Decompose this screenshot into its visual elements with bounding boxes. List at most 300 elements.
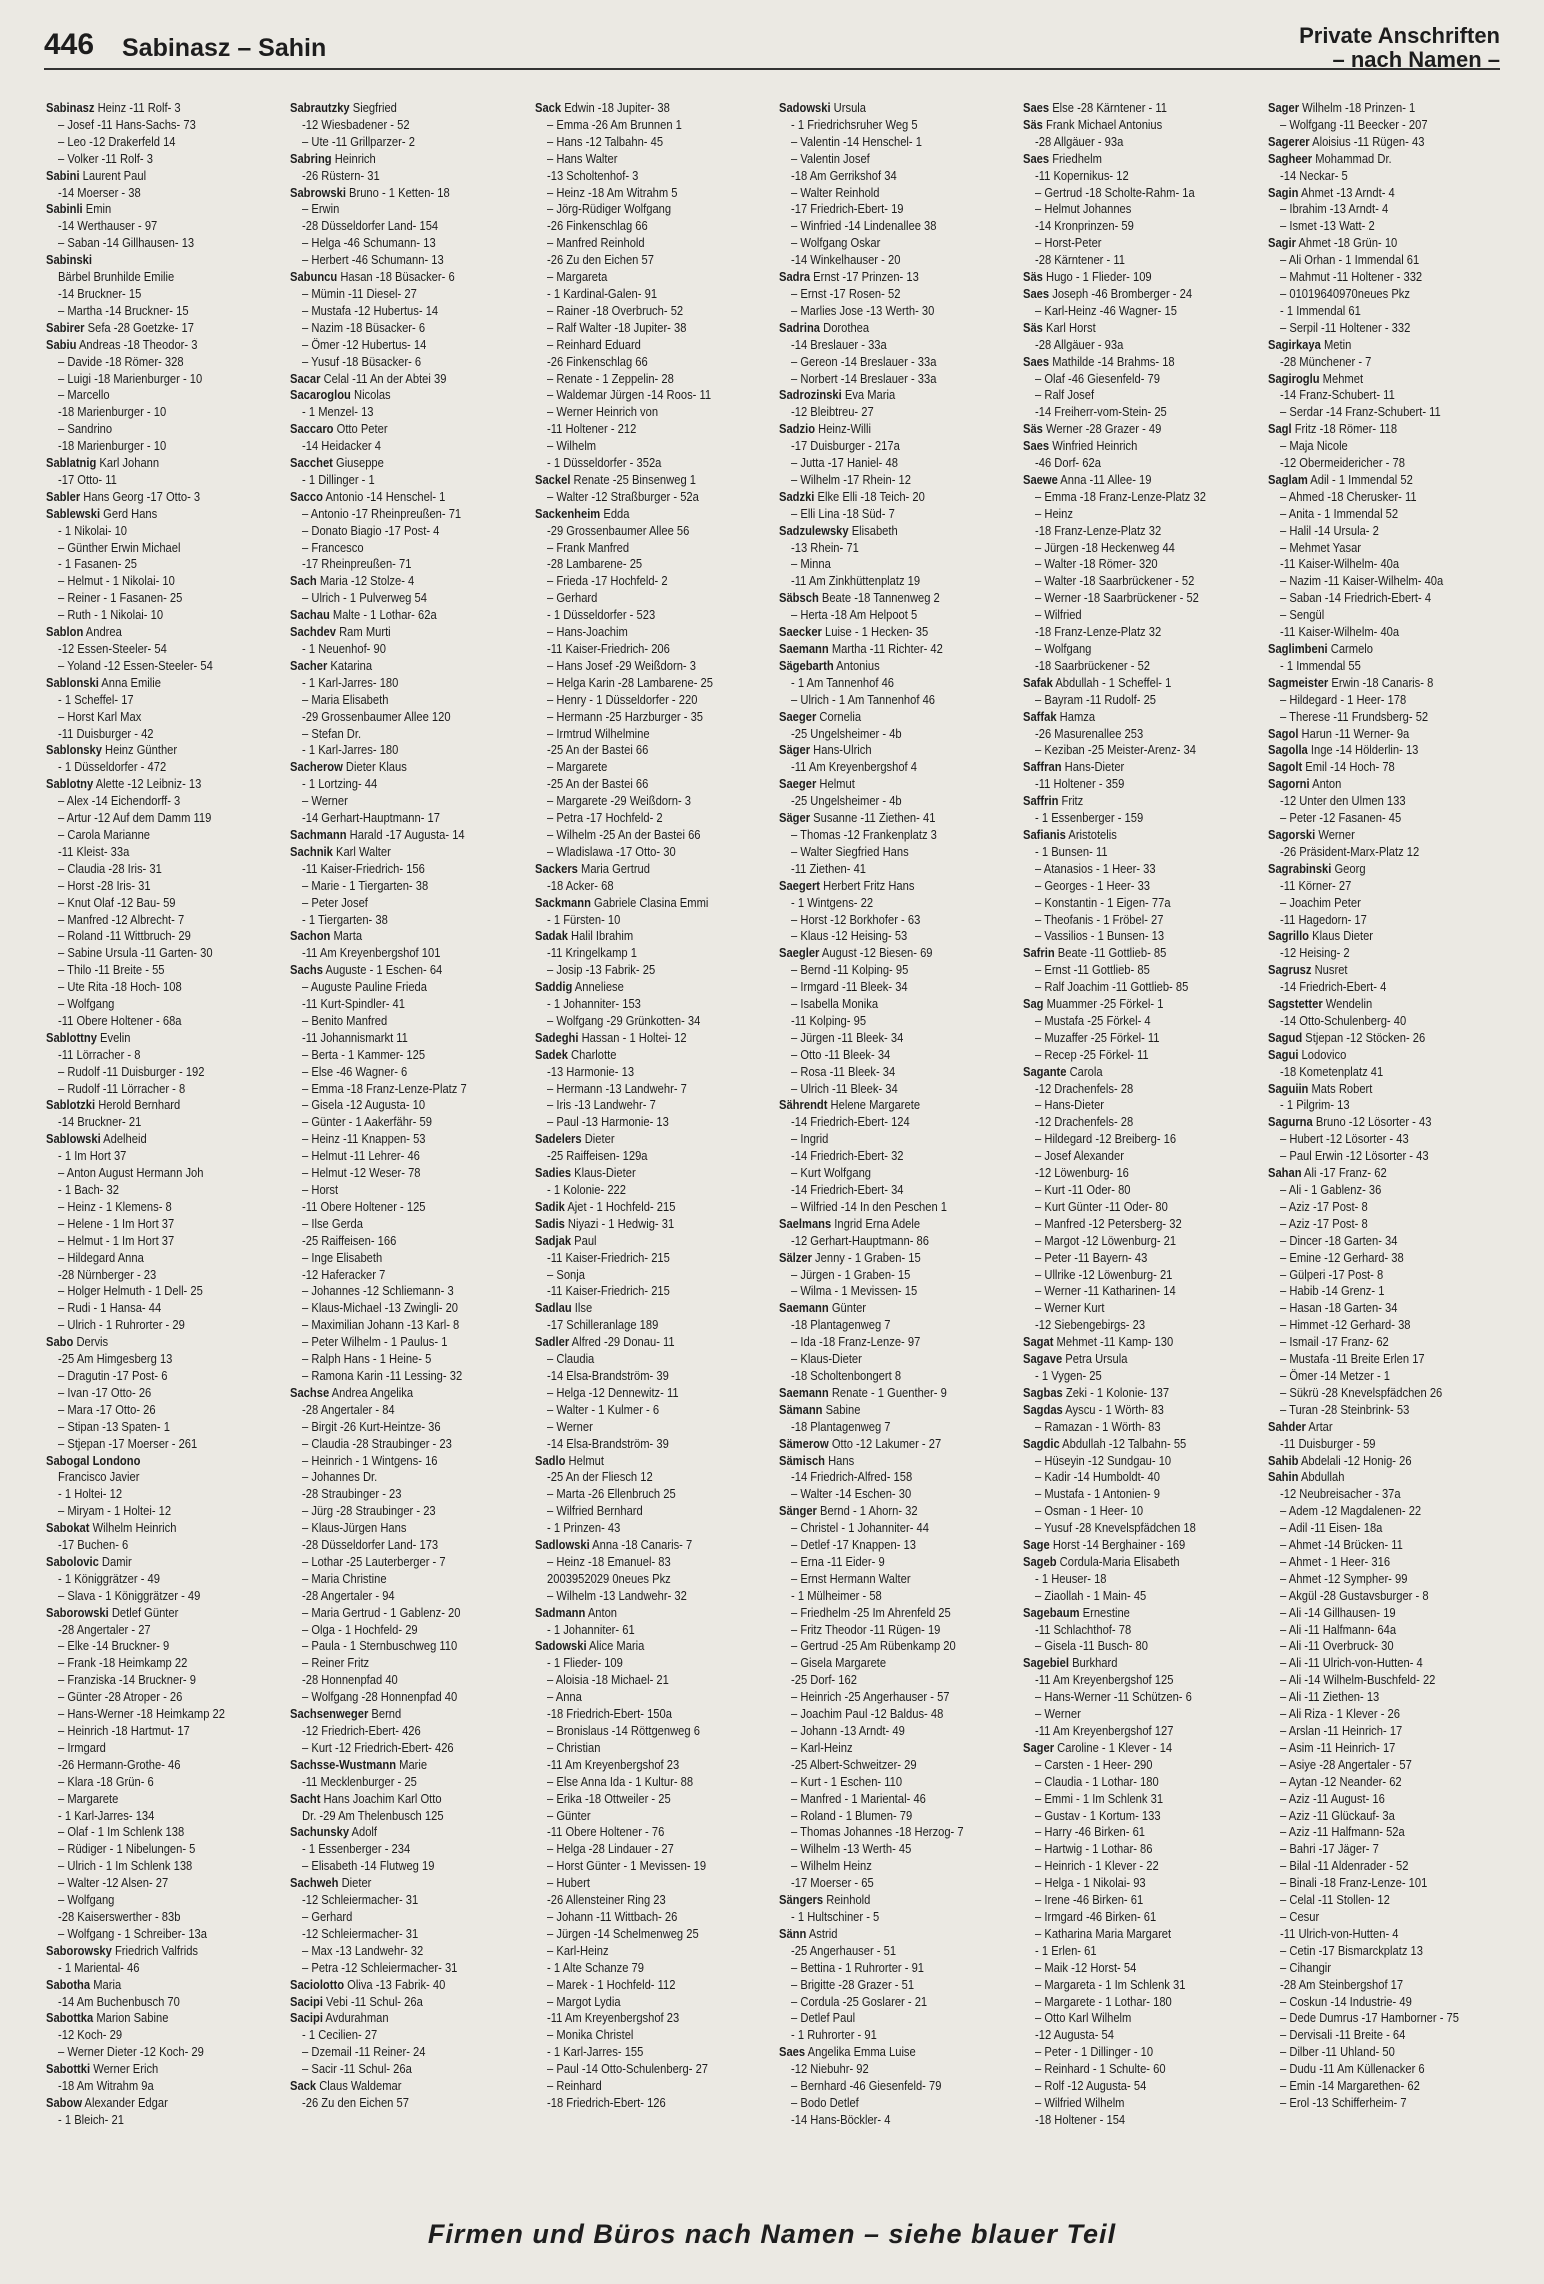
entry-details: – Bronislaus -14 Röttgenweg 6 [546, 1723, 700, 1738]
listing-entry [535, 692, 738, 709]
listing-entry [46, 269, 249, 286]
entry-details: -12 Bleibtreu- 27 [791, 404, 874, 420]
entry-details: – Horst -28 Iris- 31 [58, 877, 151, 893]
listing-entry [46, 1385, 249, 1402]
entry-details: Dieter [338, 1875, 372, 1891]
entry-details: – Iris -13 Landwehr- 7 [546, 1097, 656, 1113]
listing-entry [290, 1013, 493, 1030]
entry-details: – Peter Wilhelm - 1 Paulus- 1 [302, 1334, 448, 1350]
entry-details: – Petra -17 Hochfeld- 2 [546, 810, 663, 826]
listing-entry [779, 1334, 982, 1351]
entry-details: Helmut [816, 776, 855, 792]
entry-details: – Ulrich -11 Bleek- 34 [791, 1080, 898, 1096]
listing-entry [535, 421, 738, 438]
listing-entry [1023, 1385, 1226, 1402]
entry-details: Karl Walter [333, 843, 392, 859]
listing-entry [535, 2061, 738, 2078]
listing-entry [779, 945, 982, 962]
listing-entry [535, 793, 738, 810]
listing-entry [1023, 472, 1226, 489]
listing-entry [290, 742, 493, 759]
entry-details: Susanne -11 Ziethen- 41 [810, 810, 936, 826]
entry-details: – Helmut -12 Weser- 78 [302, 1165, 421, 1181]
entry-details: – Ali Riza - 1 Klever - 26 [1279, 1706, 1400, 1722]
entry-details: – Heinrich - 1 Wintgens- 16 [302, 1452, 438, 1468]
entry-details: – Heinrich -25 Angerhauser - 57 [791, 1689, 950, 1705]
listing-entry [1268, 1757, 1471, 1774]
entry-details: Dieter Klaus [343, 759, 408, 775]
listing-entry [779, 1267, 982, 1284]
listing-entry [535, 235, 738, 252]
entry-details: – Olaf -46 Giesenfeld- 79 [1035, 370, 1161, 386]
entry-details: Otto Peter [333, 421, 388, 437]
entry-details: -14 Werthauser - 97 [58, 218, 158, 234]
entry-details: Wilhelm -18 Prinzen- 1 [1298, 100, 1415, 115]
entry-details: – Paul Erwin -12 Lösorter - 43 [1279, 1148, 1429, 1164]
entry-details: Abdullah [1298, 1469, 1345, 1485]
entry-details: – Dilber -11 Uhland- 50 [1279, 2044, 1395, 2060]
listing-entry [535, 1824, 738, 1841]
listing-entry [779, 472, 982, 489]
listing-entry [1268, 100, 1471, 117]
entry-details: - 1 Fasanen- 25 [58, 556, 137, 572]
listing-entry [290, 286, 493, 303]
listing-entry [535, 827, 738, 844]
entry-details: - 1 Pilgrim- 13 [1279, 1097, 1350, 1113]
entry-details: – Ali - 1 Gablenz- 36 [1279, 1182, 1381, 1197]
listing-entry [1023, 1723, 1226, 1740]
listing-entry [1023, 945, 1226, 962]
listing-entry [779, 185, 982, 202]
surname: Säger [778, 742, 811, 758]
entry-details: – Ralf Josef [1035, 387, 1095, 403]
entry-details: Claus Waldemar [316, 2078, 402, 2094]
listing-entry [290, 793, 493, 810]
listing-entry [290, 675, 493, 692]
listing-entry [290, 1453, 493, 1470]
entry-details: – Mahmut -11 Holtener - 332 [1279, 269, 1422, 285]
entry-details: -18 Plantagenweg 7 [791, 1317, 891, 1333]
entry-details: - 1 Hultschiner - 5 [791, 1908, 880, 1924]
entry-details: Nicolas [351, 387, 391, 403]
listing-entry [1023, 895, 1226, 912]
listing-entry [779, 303, 982, 320]
entry-details: – Katharina Maria Margaret [1035, 1925, 1172, 1941]
entry-details: -11 Kaiser-Wilhelm- 40a [1279, 556, 1399, 572]
listing-entry [1268, 827, 1471, 844]
entry-details: – Otto -11 Bleek- 34 [791, 1046, 891, 1062]
listing-entry [1268, 1283, 1471, 1300]
surname: Sachs [290, 962, 324, 978]
listing-entry [779, 421, 982, 438]
listing-entry [46, 1283, 249, 1300]
listing-entry [779, 759, 982, 776]
surname: Sackenheim [534, 505, 600, 521]
entry-details: – Jutta -17 Haniel- 48 [791, 455, 898, 471]
listing-entry [779, 1520, 982, 1537]
entry-details: – Luigi -18 Marienburger - 10 [58, 370, 203, 386]
listing-entry [535, 1588, 738, 1605]
entry-details: – Stipan -13 Spaten- 1 [58, 1418, 170, 1434]
listing-entry [290, 2078, 493, 2095]
listing-entry [1268, 185, 1471, 202]
entry-details: – Inge Elisabeth [302, 1249, 383, 1265]
surname: Sagdas [1023, 1401, 1064, 1417]
listing-entry [1268, 252, 1471, 269]
listing-entry [1268, 776, 1471, 793]
listing-entry [46, 573, 249, 590]
listing-entry [46, 1182, 249, 1199]
listing-entry [1023, 1824, 1226, 1841]
entry-details: – Ali -14 Wilhelm-Buschfeld- 22 [1279, 1672, 1436, 1688]
listing-entry [46, 1233, 249, 1250]
listing-entry [290, 1351, 493, 1368]
listing-entry [290, 455, 493, 472]
entry-details: – Wolfgang [58, 1892, 115, 1908]
listing-entry [1023, 1638, 1226, 1655]
entry-details: -11 Am Kreyenbergshof 127 [1035, 1723, 1174, 1738]
entry-details: – Kurt -12 Friedrich-Ebert- 426 [302, 1739, 454, 1755]
listing-entry [535, 1774, 738, 1791]
entry-details: Abdullah - 1 Scheffel- 1 [1053, 674, 1172, 690]
entry-details: – Maria Gertrud - 1 Gablenz- 20 [302, 1604, 461, 1620]
listing-entry [290, 1977, 493, 1994]
listing-entry [290, 1638, 493, 1655]
entry-details: - 1 Düsseldorfer - 352a [546, 455, 662, 471]
listing-entry [1268, 692, 1471, 709]
listing-entry [779, 1148, 982, 1165]
entry-details: – Francesco [302, 539, 364, 555]
entry-details: Artar [1305, 1418, 1333, 1434]
entry-details: - 1 Neuenhof- 90 [302, 641, 387, 656]
listing-entry [779, 1368, 982, 1385]
listing-entry [1268, 1165, 1471, 1182]
listing-entry [1268, 1469, 1471, 1486]
listing-entry [46, 1047, 249, 1064]
listing-entry [46, 928, 249, 945]
entry-details: – Kurt -11 Oder- 80 [1035, 1182, 1131, 1197]
entry-details: - 1 Bleich- 21 [58, 2111, 124, 2127]
surname: Säs [1023, 116, 1044, 132]
entry-details: -26 Zu den Eichen 57 [546, 252, 654, 268]
entry-details: -12 Neubreisacher - 37a [1279, 1486, 1401, 1502]
listing-entry [779, 320, 982, 337]
entry-details: – Helga -12 Dennewitz- 11 [546, 1384, 679, 1400]
listing-column-1 [46, 100, 249, 2215]
listing-entry [535, 1097, 738, 1114]
entry-details: Aristotelis [1066, 826, 1118, 842]
listing-entry [290, 235, 493, 252]
listing-entry [290, 1520, 493, 1537]
entry-details: – Sacir -11 Schul- 26a [302, 2061, 413, 2077]
entry-details: – Mustafa - 1 Antonien- 9 [1035, 1486, 1161, 1502]
listing-entry [46, 235, 249, 252]
listing-entry [779, 709, 982, 726]
entry-details: Bernd - 1 Ahorn- 32 [816, 1503, 918, 1519]
listing-entry [46, 1638, 249, 1655]
listing-entry [1268, 1351, 1471, 1368]
listing-entry [290, 421, 493, 438]
listing-entry [1023, 1436, 1226, 1453]
entry-details: - 1 Johanniter- 61 [546, 1621, 635, 1637]
entry-details: – Elli Lina -18 Süd- 7 [791, 505, 895, 521]
surname: Sahder [1267, 1418, 1306, 1434]
entry-details: - 1 Düsseldorfer - 472 [58, 759, 167, 775]
entry-details: – Klaus-Jürgen Hans [302, 1520, 407, 1536]
entry-details: - 1 Vygen- 25 [1035, 1367, 1103, 1383]
entry-details: -14 Freiherr-vom-Stein- 25 [1035, 404, 1168, 420]
listing-entry [46, 962, 249, 979]
entry-details: – Claudia -28 Iris- 31 [58, 860, 162, 876]
listing-entry [46, 709, 249, 726]
entry-details: – Ernst -11 Gottlieb- 85 [1035, 962, 1151, 978]
entry-details: – Ahmet -12 Sympher- 99 [1279, 1570, 1408, 1586]
entry-details: – Serdar -14 Franz-Schubert- 11 [1279, 404, 1441, 420]
listing-entry [46, 1165, 249, 1182]
listing-entry [46, 641, 249, 658]
entry-details: Ram Murti [336, 624, 391, 640]
listing-entry [1268, 1655, 1471, 1672]
listing-entry [779, 151, 982, 168]
entry-details: -28 Honnenpfad 40 [302, 1672, 399, 1688]
surname: Sagolla [1267, 742, 1308, 758]
listing-entry [535, 1994, 738, 2011]
entry-details: – Helmut Johannes [1035, 201, 1132, 217]
listing-entry [779, 2027, 982, 2044]
listing-entry [535, 2095, 738, 2112]
listing-column-4 [779, 100, 982, 2215]
entry-details: Malte - 1 Lothar- 62a [330, 607, 437, 623]
surname: Sagrusz [1267, 962, 1312, 978]
listing-entry [46, 168, 249, 185]
listing-entry [46, 2095, 249, 2112]
entry-details: Laurent Paul [79, 167, 147, 183]
surname: Sablewski [46, 505, 101, 521]
listing-entry [290, 1114, 493, 1131]
listing-entry [535, 1503, 738, 1520]
listing-entry [779, 1503, 982, 1520]
listing-entry [290, 252, 493, 269]
listing-entry [1268, 1419, 1471, 1436]
entry-details: 2003952029 0neues Pkz [546, 1570, 671, 1586]
entry-details: – Ruth - 1 Nikolai- 10 [58, 607, 164, 623]
entry-details: -26 Zu den Eichen 57 [302, 2094, 410, 2110]
entry-details: -28 Allgäuer - 93a [1035, 336, 1124, 352]
surname: Sabini [46, 167, 80, 183]
entry-details: -28 Straubinger - 23 [302, 1486, 402, 1502]
listing-entry [1268, 641, 1471, 658]
entry-details: Karl Horst [1043, 319, 1097, 335]
surname: Sagurna [1267, 1114, 1313, 1130]
listing-entry [1268, 912, 1471, 929]
listing-entry [46, 354, 249, 371]
listing-entry [46, 793, 249, 810]
entry-details: -11 Obere Holtener - 125 [302, 1198, 426, 1214]
listing-entry [290, 2010, 493, 2027]
entry-details: – Roland - 1 Blumen- 79 [791, 1807, 913, 1823]
entry-details: Heinrich [331, 150, 377, 166]
entry-details: Hans Georg -17 Otto- 3 [80, 488, 201, 504]
listing-entry [535, 252, 738, 269]
surname: Sabuncu [290, 269, 338, 285]
listing-entry [290, 1064, 493, 1081]
listing-entry [1023, 1892, 1226, 1909]
entry-details: -11 Kaiser-Friedrich- 156 [302, 860, 426, 876]
listing-entry [779, 556, 982, 573]
surname: Sadies [534, 1165, 571, 1181]
listing-entry [290, 2027, 493, 2044]
entry-details: – Emin -14 Margarethen- 62 [1279, 2078, 1420, 2094]
page-header [44, 23, 1500, 72]
entry-details: -28 Am Steinbergshof 17 [1279, 1976, 1403, 1992]
listing-entry [1268, 1977, 1471, 1994]
entry-details: – Manfred -12 Petersberg- 32 [1035, 1215, 1183, 1231]
entry-details: – Ziaollah - 1 Main- 45 [1035, 1587, 1147, 1603]
entry-details: Beate -11 Gottlieb- 85 [1054, 945, 1167, 961]
listing-entry [290, 1672, 493, 1689]
listing-entry [46, 556, 249, 573]
entry-details: -28 Angertaler - 84 [302, 1401, 395, 1417]
listing-entry [1268, 1994, 1471, 2011]
listing-entry [1023, 1486, 1226, 1503]
listing-entry [290, 387, 493, 404]
footer-note: Firmen und Büros nach Namen – siehe blauer Teil [427, 2219, 1117, 2249]
listing-entry [1023, 1994, 1226, 2011]
surname: Sängers [778, 1892, 824, 1908]
surname: Säs [1023, 319, 1044, 335]
entry-details: -14 Elsa-Brandström- 39 [546, 1367, 669, 1383]
listing-entry [46, 320, 249, 337]
listing-entry [779, 540, 982, 557]
listing-entry [1023, 962, 1226, 979]
listing-entry [290, 218, 493, 235]
entry-details: – Dudu -11 Am Küllenacker 6 [1279, 2061, 1425, 2077]
listing-entry [779, 286, 982, 303]
entry-details: – Frieda -17 Hochfeld- 2 [546, 573, 668, 589]
surname: Sadrozinski [778, 387, 842, 403]
listing-entry [779, 742, 982, 759]
entry-details: – Gereon -14 Breslauer - 33a [791, 353, 937, 369]
entry-details: -11 Kringelkamp 1 [546, 945, 637, 961]
entry-details: – Hans -12 Talbahn- 45 [546, 133, 663, 149]
listing-entry [290, 1926, 493, 1943]
entry-details: – Klara -18 Grün- 6 [58, 1773, 154, 1789]
listing-entry [1023, 455, 1226, 472]
surname: Säger [778, 810, 811, 826]
surname: Sager [1023, 1739, 1055, 1755]
listing-entry [535, 1791, 738, 1808]
entry-details: -28 Münchener - 7 [1279, 353, 1372, 369]
entry-details: Luise - 1 Hecken- 35 [821, 624, 929, 640]
listing-entry [1023, 1875, 1226, 1892]
listing-entry [535, 1216, 738, 1233]
listing-entry [290, 979, 493, 996]
section-title-line1: Private Anschriften [1299, 23, 1500, 48]
listing-entry [779, 1486, 982, 1503]
entry-details: – Ernst -17 Rosen- 52 [791, 285, 901, 301]
listing-entry [1023, 810, 1226, 827]
entry-details: – Roland -11 Wittbruch- 29 [58, 928, 191, 944]
entry-details: – Frank Manfred [546, 539, 629, 555]
entry-details: Anna -11 Allee- 19 [1058, 471, 1152, 487]
listing-entry [1023, 692, 1226, 709]
surname: Sagstetter [1267, 996, 1323, 1012]
entry-details: – Hildegard - 1 Heer- 178 [1279, 691, 1406, 707]
section-title-line2: – nach Namen – [1332, 47, 1500, 72]
entry-details: – Muzaffer -25 Förkel- 11 [1035, 1029, 1160, 1045]
listing-entry [535, 1419, 738, 1436]
surname: Saegler [778, 945, 820, 961]
listing-entry [779, 895, 982, 912]
listing-entry [535, 1368, 738, 1385]
entry-details: - 1 Bach- 32 [58, 1182, 119, 1197]
entry-details: – Kurt Günter -11 Oder- 80 [1035, 1198, 1169, 1214]
listing-entry [1023, 1469, 1226, 1486]
listing-entry [535, 1114, 738, 1131]
entry-details: – Werner [302, 793, 349, 809]
listing-entry [290, 726, 493, 743]
listing-entry [290, 1199, 493, 1216]
listing-entry [290, 1148, 493, 1165]
listing-entry [1268, 489, 1471, 506]
entry-details: – Arslan -11 Heinrich- 17 [1279, 1723, 1402, 1738]
entry-details: Charlotte [567, 1046, 617, 1062]
listing-entry [1268, 540, 1471, 557]
listing-entry [779, 1233, 982, 1250]
surname: Saffran [1023, 759, 1062, 775]
entry-details: – Ali -11 Ziethen- 13 [1279, 1689, 1379, 1705]
entry-details: – Aziz -17 Post- 8 [1279, 1215, 1368, 1231]
entry-details: -11 Ziethen- 41 [791, 860, 867, 876]
entry-details: – Heinz -11 Knappen- 53 [302, 1131, 426, 1147]
entry-details: Bruno -12 Lösorter - 43 [1312, 1114, 1432, 1130]
listing-entry [779, 979, 982, 996]
listing-entry [1023, 540, 1226, 557]
entry-details: – Hildegard -12 Breiberg- 16 [1035, 1131, 1177, 1147]
surname: Safianis [1023, 826, 1067, 842]
entry-details: -14 Bruckner- 15 [58, 285, 142, 301]
listing-entry [1268, 810, 1471, 827]
listing-entry [1268, 286, 1471, 303]
entry-details: – Margot -12 Löwenburg- 21 [1035, 1232, 1177, 1248]
listing-entry [1268, 1808, 1471, 1825]
listing-entry [1023, 1453, 1226, 1470]
entry-details: Wilhelm Heinrich [89, 1520, 177, 1536]
entry-details: -18 Marienburger - 10 [58, 404, 167, 420]
entry-details: – Klaus-Michael -13 Zwingli- 20 [302, 1300, 459, 1316]
listing-entry [779, 354, 982, 371]
listing-entry [779, 1791, 982, 1808]
entry-details: – Ömer -14 Metzer - 1 [1279, 1367, 1390, 1383]
listing-entry [535, 1672, 738, 1689]
listing-entry [1023, 1740, 1226, 1757]
surname: Sacipi [290, 1993, 324, 2009]
entry-details: - 1 Johanniter- 153 [546, 996, 641, 1012]
surname: Sämisch [778, 1452, 825, 1468]
listing-entry [779, 2061, 982, 2078]
listing-entry [290, 641, 493, 658]
entry-details: – Aziz -11 August- 16 [1279, 1790, 1385, 1806]
listing-entry [535, 878, 738, 895]
listing-entry [1268, 2095, 1471, 2112]
listing-entry [46, 1486, 249, 1503]
entry-details: Joseph -46 Bromberger - 24 [1049, 285, 1193, 301]
entry-details: – Mehmet Yasar [1279, 539, 1361, 555]
listing-entry [46, 912, 249, 929]
entry-details: Bärbel Brunhilde Emilie [58, 269, 175, 285]
entry-details: – Sükrü -28 Knevelspfädchen 26 [1279, 1384, 1442, 1400]
entry-details: – Horst-Peter [1035, 235, 1102, 251]
